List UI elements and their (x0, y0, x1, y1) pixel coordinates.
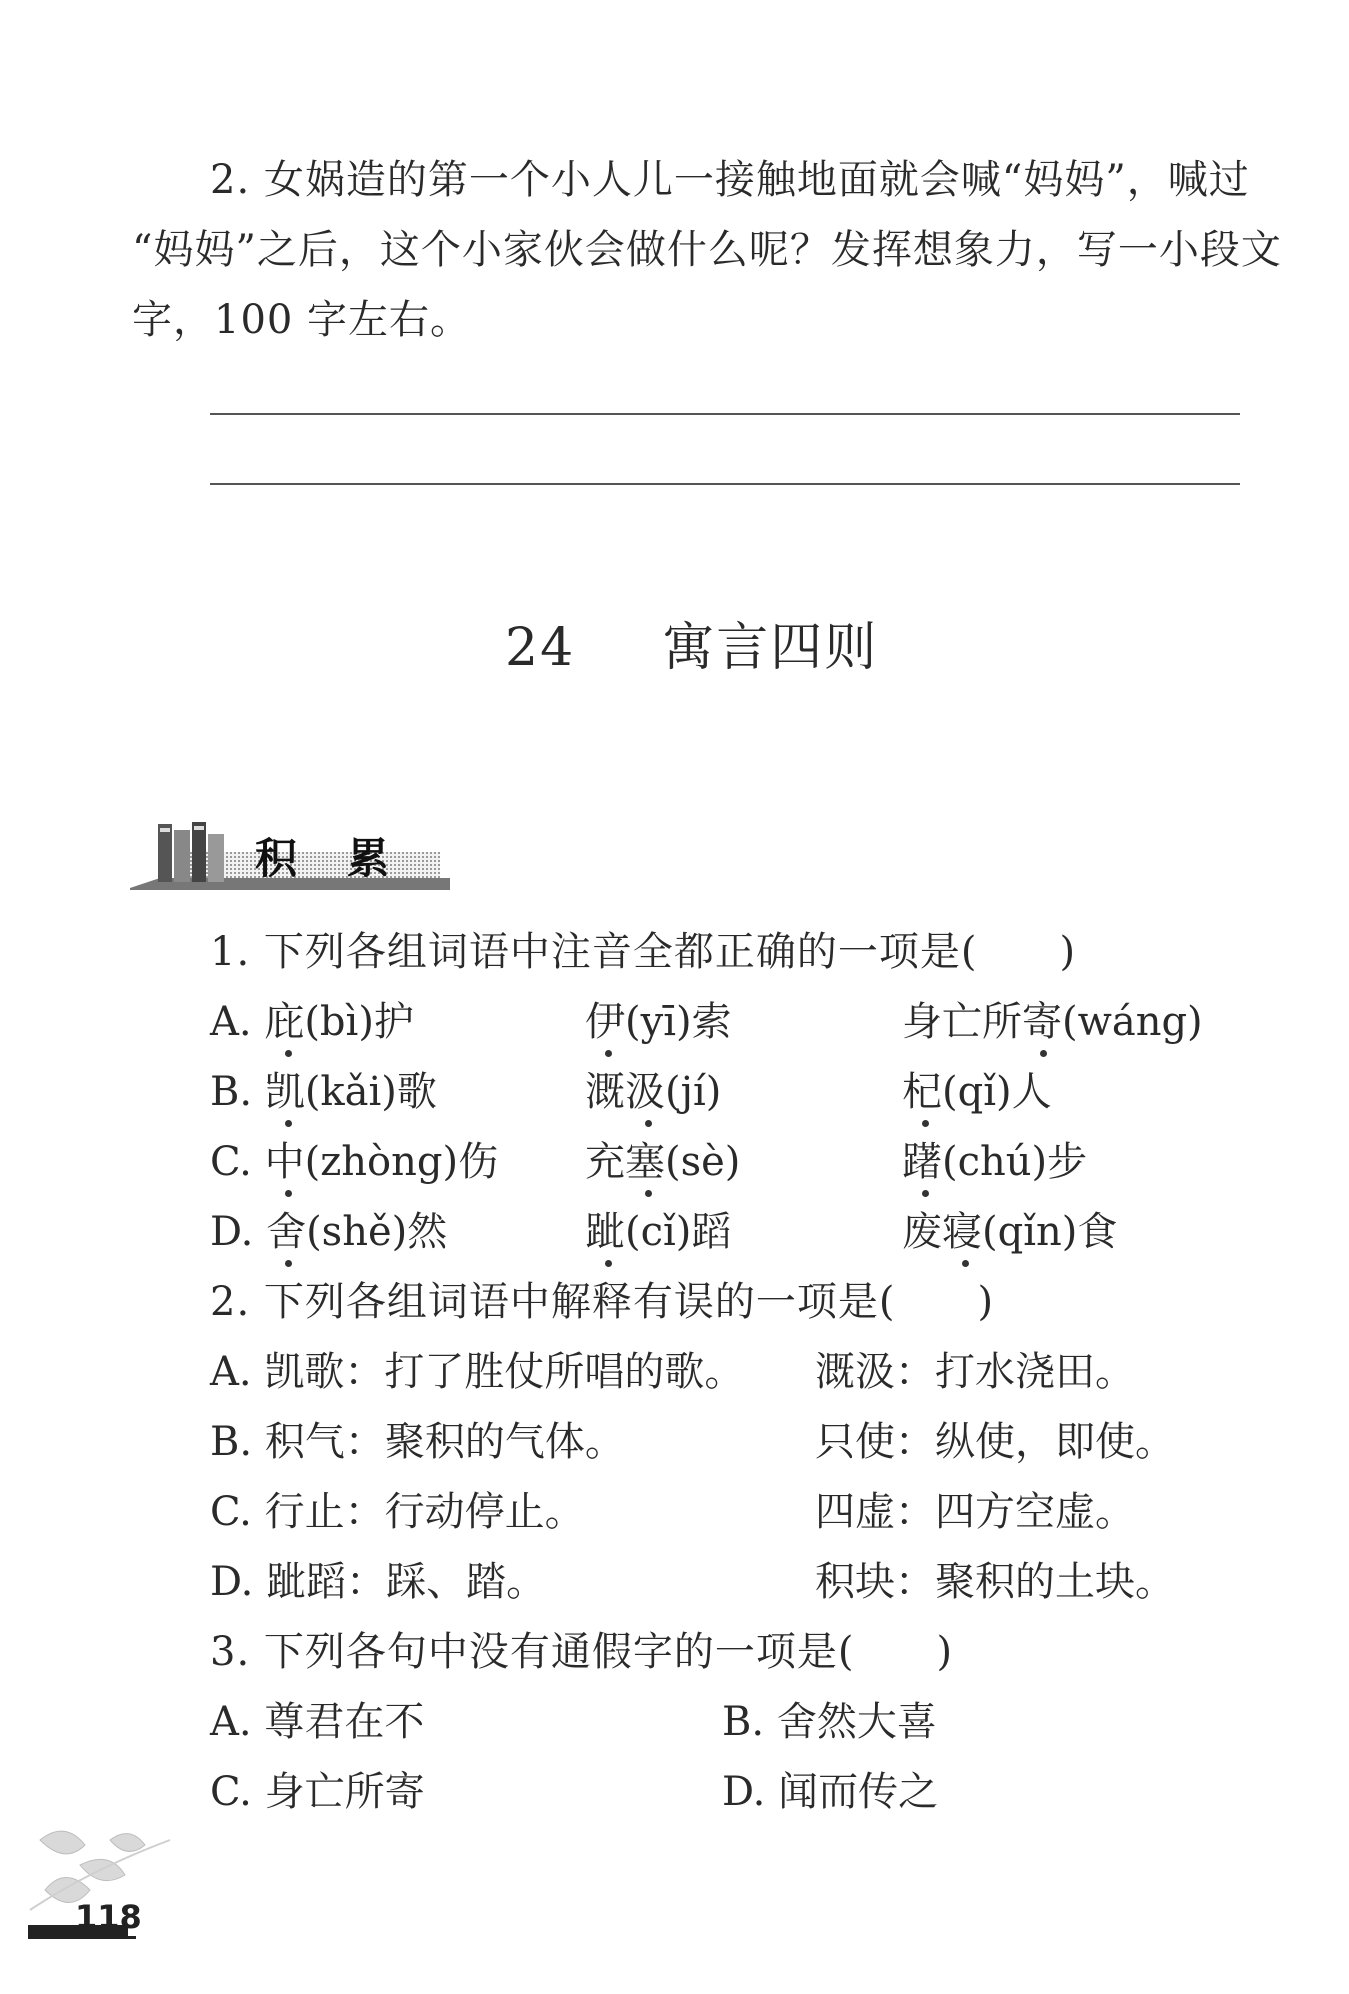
q2-option-b-left[interactable]: B. 积气：聚积的气体。 (210, 1419, 625, 1465)
q1-option-b-2: 溉汲(jí) (585, 1069, 722, 1115)
question-2-line-2: “妈妈”之后，这个小家伙会做什么呢？发挥想象力，写一小段文 (132, 227, 1282, 273)
section-header (130, 812, 450, 892)
emphasis-dot (285, 1190, 292, 1197)
q2-option-c-left[interactable]: C. 行止：行动停止。 (210, 1489, 585, 1535)
answer-line-2[interactable] (210, 483, 1240, 485)
q1-option-c-1[interactable]: C. 中(zhòng)伤 (210, 1139, 499, 1185)
q2-option-d-right: 积块：聚积的土块。 (815, 1559, 1175, 1605)
question-1-stem: 1. 下列各组词语中注音全都正确的一项是( ) (210, 929, 1077, 975)
emphasis-dot (922, 1120, 929, 1127)
q3-option-a[interactable]: A. 尊君在不 (210, 1699, 425, 1745)
q2-option-a-left[interactable]: A. 凯歌：打了胜仗所唱的歌。 (210, 1349, 745, 1395)
q1-option-d-1[interactable]: D. 舍(shě)然 (210, 1209, 448, 1255)
question-2-line-3: 字，100 字左右。 (132, 297, 472, 343)
q3-option-b[interactable]: B. 舍然大喜 (722, 1699, 937, 1745)
q2-option-a-right: 溉汲：打水浇田。 (815, 1349, 1135, 1395)
emphasis-dot (962, 1260, 969, 1267)
question-3-stem: 3. 下列各句中没有通假字的一项是( ) (210, 1629, 954, 1675)
emphasis-dot (605, 1050, 612, 1057)
emphasis-dot (1040, 1050, 1047, 1057)
q2-option-b-right: 只使：纵使，即使。 (815, 1419, 1175, 1465)
emphasis-dot (285, 1120, 292, 1127)
lesson-number: 24 (505, 618, 576, 678)
lesson-title (505, 605, 878, 680)
q2-option-c-right: 四虚：四方空虚。 (815, 1489, 1135, 1535)
q1-option-b-1[interactable]: B. 凯(kǎi)歌 (210, 1069, 437, 1115)
section-label: 积 累 (255, 834, 394, 883)
lesson-name: 寓言四则 (662, 618, 879, 678)
emphasis-dot (922, 1190, 929, 1197)
q3-option-d[interactable]: D. 闻而传之 (722, 1769, 939, 1815)
q1-option-c-2: 充塞(sè) (585, 1139, 741, 1185)
footer-rule (128, 1936, 136, 1939)
q1-option-d-3: 废寝(qǐn)食 (902, 1209, 1118, 1255)
emphasis-dot (285, 1050, 292, 1057)
q2-option-d-left[interactable]: D. 跐蹈：踩、踏。 (210, 1559, 547, 1605)
q1-option-c-3: 躇(chú)步 (902, 1139, 1088, 1185)
emphasis-dot (645, 1190, 652, 1197)
question-2b-stem: 2. 下列各组词语中解释有误的一项是( ) (210, 1279, 995, 1325)
question-2-line-1: 2. 女娲造的第一个小人儿一接触地面就会喊“妈妈”，喊过 (210, 157, 1250, 203)
page-number: 118 (75, 1898, 142, 1936)
q1-option-a-3: 身亡所寄(wáng) (902, 999, 1203, 1045)
emphasis-dot (645, 1120, 652, 1127)
emphasis-dot (605, 1260, 612, 1267)
answer-line-1[interactable] (210, 413, 1240, 415)
q1-option-a-1[interactable]: A. 庇(bì)护 (210, 999, 414, 1045)
emphasis-dot (285, 1260, 292, 1267)
q1-option-b-3: 杞(qǐ)人 (902, 1069, 1052, 1115)
q1-option-d-2: 跐(cǐ)蹈 (585, 1209, 732, 1255)
q3-option-c[interactable]: C. 身亡所寄 (210, 1769, 425, 1815)
q1-option-a-2: 伊(yī)索 (585, 999, 732, 1045)
